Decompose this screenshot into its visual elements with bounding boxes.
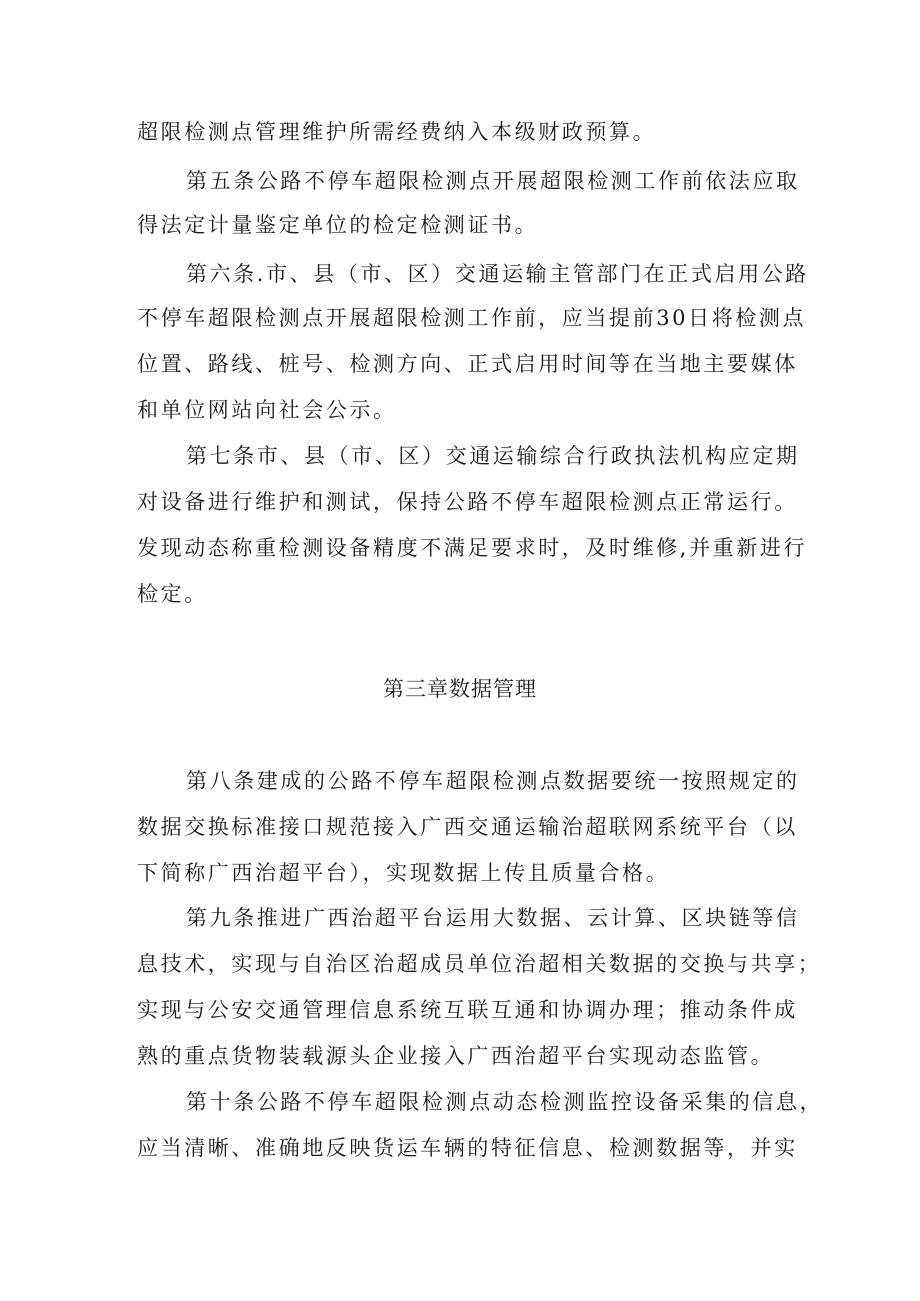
article-6-line-1: 第六条.市、县（市、区）交通运输主管部门在正式启用公路 — [186, 262, 809, 286]
article-8-line-2: 数据交换标准接口规范接入广西交通运输治超联网系统平台（以 — [137, 815, 798, 839]
article-9-line-1: 第九条推进广西治超平台运用大数据、云计算、区块链等信 — [186, 906, 800, 930]
article-6-line-3: 位置、路线、桩号、检测方向、正式启用时间等在当地主要媒体 — [137, 352, 798, 376]
article-6-line-4: 和单位网站向社会公示。 — [137, 398, 397, 422]
article-7-line-3: 发现动态称重检测设备精度不满足要求时，及时维修,并重新进行 — [137, 536, 808, 560]
article-10-line-1: 第十条公路不停车超限检测点动态检测监控设备采集的信息， — [186, 1090, 824, 1114]
article-7-line-2: 对设备进行维护和测试，保持公路不停车超限检测点正常运行。 — [137, 490, 798, 514]
article-9-line-2: 息技术，实现与自治区治超成员单位治超相关数据的交换与共享； — [137, 952, 822, 976]
article-8-line-3: 下简称广西治超平台），实现数据上传且质量合格。 — [137, 861, 670, 885]
article-10-line-2: 应当清晰、准确地反映货运车辆的特征信息、检测数据等，并实 — [137, 1136, 798, 1160]
article-7-line-4: 检定。 — [137, 582, 208, 606]
article-5-line-2: 得法定计量鉴定单位的检定检测证书。 — [137, 213, 539, 237]
article-6-line-2: 不停车超限检测点开展超限检测工作前，应当提前30日将检测点 — [137, 306, 807, 330]
article-8-line-1: 第八条建成的公路不停车超限检测点数据要统一按照规定的 — [186, 769, 800, 793]
article-9-line-3: 实现与公安交通管理信息系统互联互通和协调办理；推动条件成 — [137, 998, 798, 1022]
paragraph-prev-line-1: 超限检测点管理维护所需经费纳入本级财政预算。 — [137, 120, 657, 144]
article-9-line-4: 熟的重点货物装载源头企业接入广西治超平台实现动态监管。 — [137, 1044, 775, 1068]
article-7-line-1: 第七条市、县（市、区）交通运输综合行政执法机构应定期 — [186, 444, 800, 468]
article-5-line-1: 第五条公路不停车超限检测点开展超限检测工作前依法应取 — [186, 169, 800, 193]
chapter-3-title: 第三章数据管理 — [383, 677, 537, 701]
